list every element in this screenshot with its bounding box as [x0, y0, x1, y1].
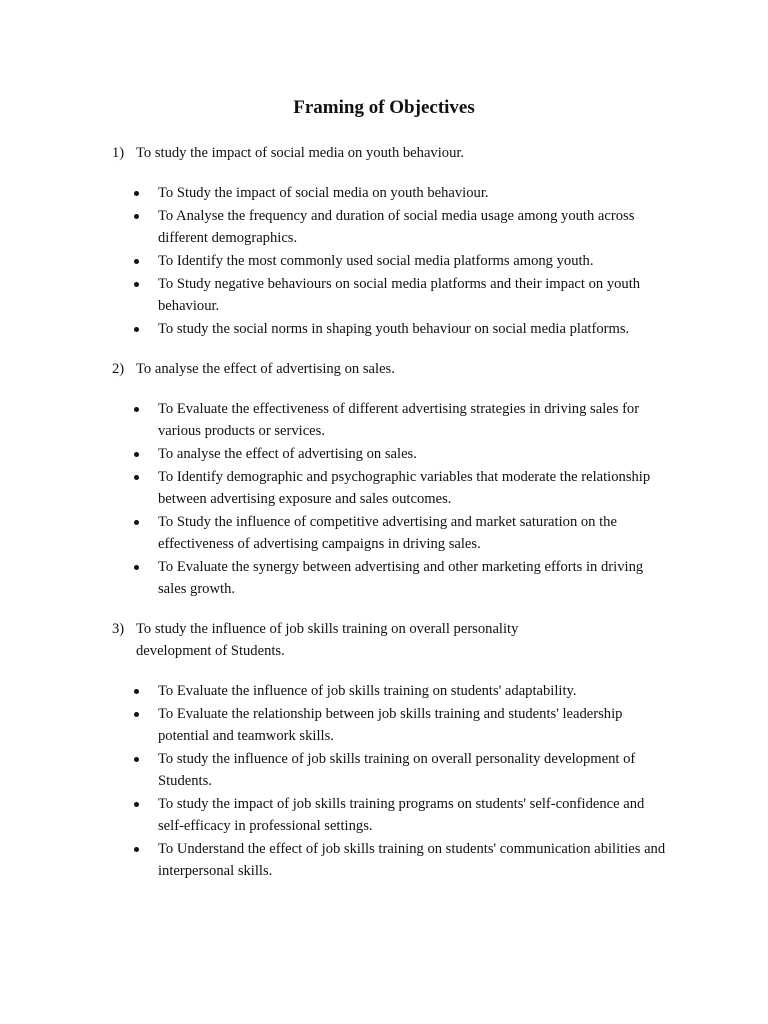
- objective-number: 2): [112, 361, 125, 377]
- bullet-icon: [134, 282, 139, 287]
- objective-section-1: [0, 142, 768, 340]
- objective-number: 1): [112, 145, 125, 161]
- bullet-icon: [134, 520, 139, 525]
- list-item: [0, 205, 768, 249]
- objective-heading: [0, 142, 556, 164]
- bullet-icon: [134, 327, 139, 332]
- objective-bullet-list: [0, 182, 768, 340]
- bullet-icon: [134, 802, 139, 807]
- list-item-text: To Evaluate the influence of job skills training on students' adaptability.: [158, 683, 577, 699]
- list-item: [0, 838, 768, 882]
- list-item-text: To Study negative behaviours on social media platforms and their impact on youth behaviour.: [158, 276, 641, 314]
- objectives-content: [0, 142, 768, 900]
- objective-section-3: [0, 618, 768, 882]
- list-item-text: To Study the influence of competitive advertising and market saturation on the effectiveness of advertising campaigns in driving sales.: [158, 514, 617, 552]
- list-item: [0, 182, 768, 204]
- list-item-text: To Study the impact of social media on youth behaviour.: [158, 185, 489, 201]
- list-item-text: To Evaluate the relationship between job skills training and students' leadership potential and teamwork skills.: [158, 706, 623, 744]
- objective-number: 3): [112, 621, 125, 637]
- list-item: [0, 511, 768, 555]
- list-item: [0, 318, 768, 340]
- bullet-icon: [134, 712, 139, 717]
- list-item: [0, 250, 768, 272]
- list-item-text: To study the impact of job skills training programs on students' self-confidence and self-efficacy in professional settings.: [158, 796, 645, 834]
- objective-bullet-list: [0, 680, 768, 882]
- bullet-icon: [134, 689, 139, 694]
- list-item: [0, 443, 768, 465]
- bullet-icon: [134, 407, 139, 412]
- bullet-icon: [134, 191, 139, 196]
- list-item-text: To Evaluate the effectiveness of different advertising strategies in driving sales for various products or services.: [158, 401, 640, 439]
- list-item: [0, 398, 768, 442]
- objective-text: To analyse the effect of advertising on sales.: [136, 361, 395, 377]
- bullet-icon: [134, 757, 139, 762]
- list-item-text: To Evaluate the synergy between advertising and other marketing efforts in driving sales growth.: [158, 559, 644, 597]
- objective-heading: [0, 358, 556, 380]
- list-item-text: To Analyse the frequency and duration of social media usage among youth across different demographics.: [158, 208, 635, 246]
- objective-heading: [0, 618, 556, 662]
- list-item: [0, 793, 768, 837]
- page-title: Framing of Objectives: [293, 97, 475, 118]
- bullet-icon: [134, 847, 139, 852]
- list-item-text: To Understand the effect of job skills training on students' communication abilities and interpersonal skills.: [158, 841, 666, 879]
- objective-text: To study the influence of job skills training on overall personality development of Students.: [136, 621, 519, 659]
- list-item: [0, 703, 768, 747]
- objective-bullet-list: [0, 398, 768, 600]
- bullet-icon: [134, 475, 139, 480]
- list-item-text: To study the social norms in shaping youth behaviour on social media platforms.: [158, 321, 630, 337]
- objective-text: To study the impact of social media on youth behaviour.: [136, 145, 465, 161]
- list-item: [0, 556, 768, 600]
- list-item: [0, 273, 768, 317]
- list-item: [0, 466, 768, 510]
- bullet-icon: [134, 214, 139, 219]
- list-item: [0, 680, 768, 702]
- bullet-icon: [134, 565, 139, 570]
- list-item: [0, 748, 768, 792]
- list-item-text: To analyse the effect of advertising on sales.: [158, 446, 417, 462]
- list-item-text: To study the influence of job skills training on overall personality development of Students.: [158, 751, 636, 789]
- objective-section-2: [0, 358, 768, 600]
- list-item-text: To Identify the most commonly used social media platforms among youth.: [158, 253, 594, 269]
- bullet-icon: [134, 452, 139, 457]
- list-item-text: To Identify demographic and psychographic variables that moderate the relationship between advertising exposure and sales outcomes.: [158, 469, 651, 507]
- bullet-icon: [134, 259, 139, 264]
